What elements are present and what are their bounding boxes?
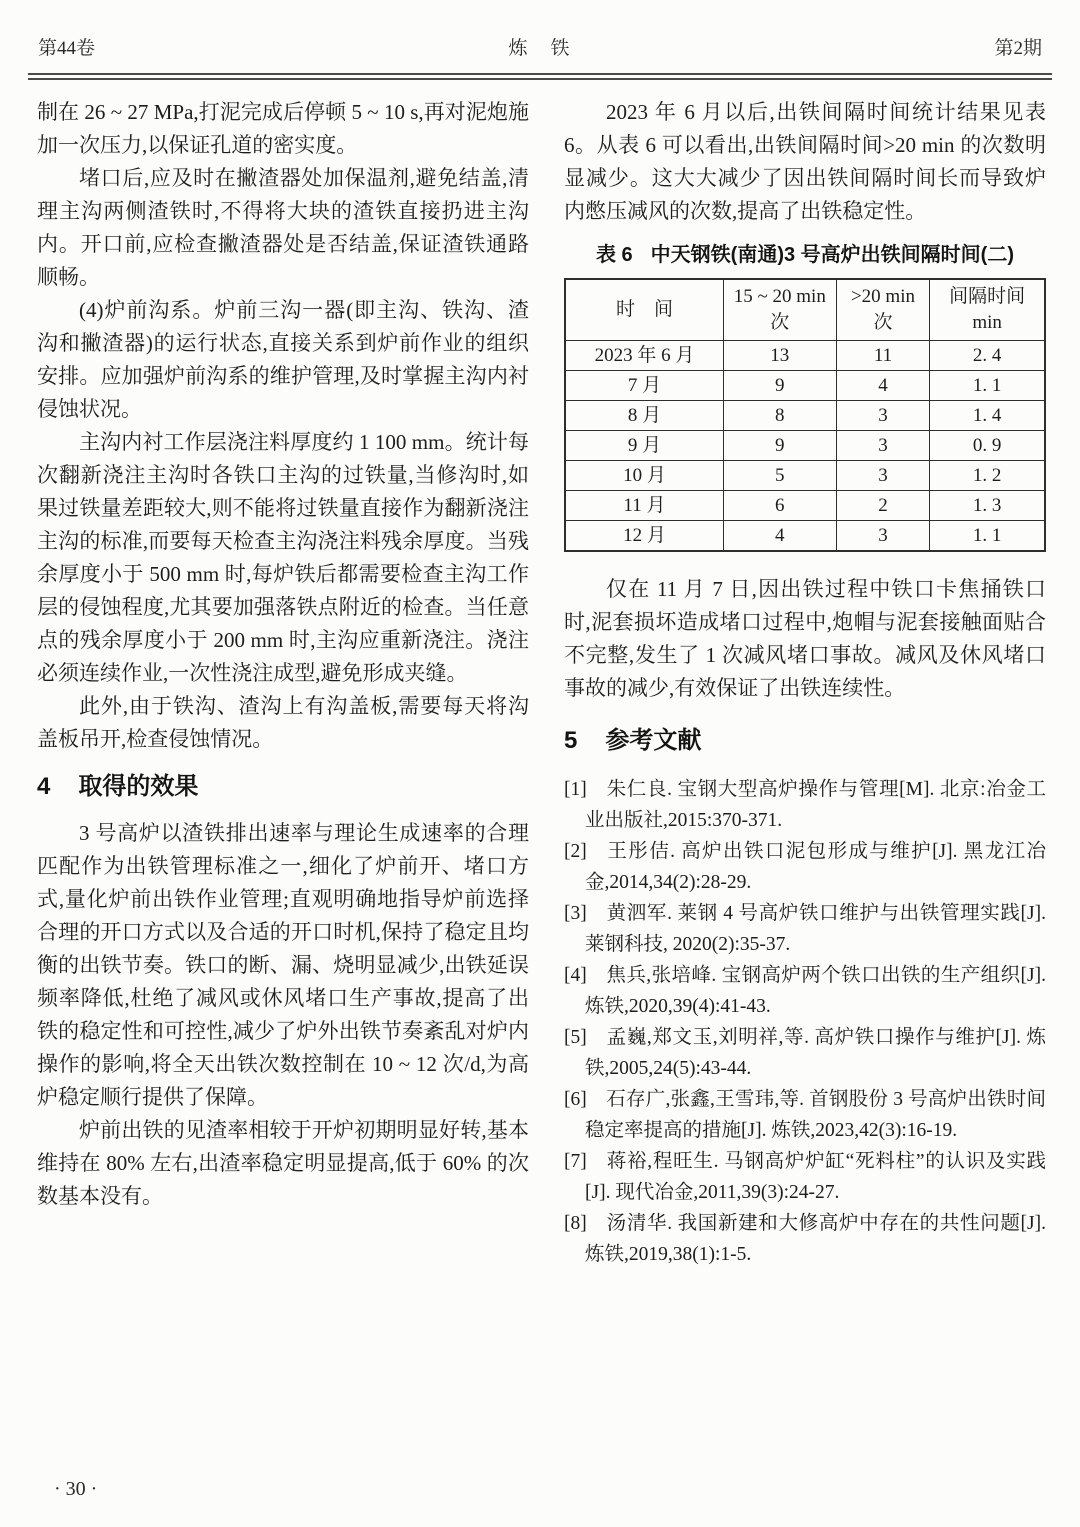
cell-interval: 2. 4 [930, 341, 1045, 371]
paragraph: 堵口后,应及时在撇渣器处加保温剂,避免结盖,清理主沟两侧渣铁时,不得将大块的渣铁直接扔进主沟内。开口前,应检查撇渣器处是否结盖,保证渣铁通路顺畅。 [37, 166, 529, 289]
reference-text: 黄泗军. 莱钢 4 号高炉铁口维护与出铁管理实践[J]. 莱钢科技, 2020(2):35-37. [585, 903, 1046, 955]
table-header-row [565, 279, 1045, 341]
cell-period: 10 月 [565, 461, 723, 491]
cell-count-gt20: 11 [836, 341, 930, 371]
cell-count-15-20: 9 [723, 371, 836, 401]
cell-count-gt20: 2 [836, 491, 930, 521]
header-15-20-unit: 次 [770, 312, 790, 333]
table-row [565, 461, 1045, 491]
table-row [565, 521, 1045, 552]
issue-label: 第2期 [994, 38, 1042, 59]
paragraph-continuation: 制在 26 ~ 27 MPa,打泥完成后停顿 5 ~ 10 s,再对泥炮施加一次压力,以保证孔道的密实度。 [37, 100, 529, 157]
paragraph: 炉前出铁的见渣率相较于开炉初期明显好转,基本维持在 80% 左右,出渣率稳定明显提高,低于 60% 的次数基本没有。 [37, 1118, 529, 1208]
cell-period: 2023 年 6 月 [565, 341, 723, 371]
reference-label: [6] [564, 1089, 587, 1110]
reference-list [564, 774, 1046, 1270]
cell-interval: 1. 1 [930, 371, 1045, 401]
reference-label: [5] [564, 1027, 587, 1048]
section-5-number: 5 [564, 727, 578, 754]
cell-period: 7 月 [565, 371, 723, 401]
cell-period: 11 月 [565, 491, 723, 521]
reference-text: 朱仁良. 宝钢大型高炉操作与管理[M]. 北京:冶金工业出版社,2015:370-371. [585, 779, 1046, 831]
cell-count-15-20: 8 [723, 401, 836, 431]
reference-label: [2] [564, 841, 587, 862]
reference-item [564, 1084, 1046, 1146]
table-row [565, 401, 1045, 431]
page-header [38, 33, 1042, 59]
cell-interval: 1. 2 [930, 461, 1045, 491]
section-5-title: 参考文献 [605, 727, 702, 754]
cell-interval: 1. 1 [930, 521, 1045, 552]
reference-text: 焦兵,张培峰. 宝钢高炉两个铁口出铁的生产组织[J]. 炼铁,2020,39(4):41-43. [585, 965, 1046, 1017]
reference-text: 汤清华. 我国新建和大修高炉中存在的共性问题[J]. 炼铁,2019,38(1):1-5. [585, 1213, 1046, 1265]
cell-count-gt20: 3 [836, 431, 930, 461]
interval-table [564, 278, 1046, 552]
reference-label: [3] [564, 903, 587, 924]
reference-item [564, 960, 1046, 1022]
header-gt20-unit: 次 [873, 312, 893, 333]
cell-count-gt20: 3 [836, 521, 930, 552]
reference-label: [7] [564, 1151, 587, 1172]
reference-item [564, 898, 1046, 960]
header-time-label: 时 间 [615, 299, 673, 320]
header-interval-label: 间隔时间 [949, 286, 1026, 307]
section-4-number: 4 [37, 773, 51, 800]
after-table-paragraph: 仅在 11 月 7 日,因出铁过程中铁口卡焦捅铁口时,泥套损坏造成堵口过程中,炮帽与泥套接触面贴合不完整,发生了 1 次减风堵口事故。减风及休风堵口事故的减少,有效保证了出铁连续性。 [564, 577, 1046, 700]
cell-period: 9 月 [565, 431, 723, 461]
cell-count-gt20: 4 [836, 371, 930, 401]
table-6-caption [564, 242, 1046, 269]
cell-count-15-20: 13 [723, 341, 836, 371]
header-interval-unit: min [972, 312, 1002, 333]
table-6-caption-label: 表 6 [595, 244, 633, 266]
reference-text: 蒋裕,程旺生. 马钢高炉炉缸“死料柱”的认识及实践[J]. 现代冶金,2011,39(3):24-27. [585, 1151, 1046, 1203]
cell-count-gt20: 3 [836, 401, 930, 431]
reference-item [564, 836, 1046, 898]
cell-count-15-20: 5 [723, 461, 836, 491]
paragraph: 3 号高炉以渣铁排出速率与理论生成速率的合理匹配作为出铁管理标准之一,细化了炉前开、堵口方式,量化炉前出铁作业管理;直观明确地指导炉前选择合理的开口方式以及合适的开口时机,保持了稳定且均衡的出铁节奏。铁口的断、漏、烧明显减少,出铁延误频率降低,杜绝了减风或休风堵口生产事故,提高了出铁的稳定性和可控性,减少了炉外出铁节奏紊乱对炉内操作的影响,将全天出铁次数控制在 10 ~ 12 次/d,为高炉稳定顺行提供了保障。 [37, 821, 529, 1109]
page-number: · 30 · [54, 1478, 98, 1500]
cell-count-gt20: 3 [836, 461, 930, 491]
header-cell-interval [930, 279, 1045, 341]
journal-title: 炼 铁 [508, 38, 572, 59]
paragraph: (4)炉前沟系。炉前三沟一器(即主沟、铁沟、渣沟和撇渣器)的运行状态,直接关系到炉前作业的组织安排。应加强炉前沟系的维护管理,及时掌握主沟内衬侵蚀状况。 [37, 298, 529, 421]
paragraph: 此外,由于铁沟、渣沟上有沟盖板,需要每天将沟盖板吊开,检查侵蚀情况。 [37, 694, 529, 751]
section-5-heading [564, 725, 1046, 757]
left-column [37, 96, 529, 1213]
header-gt20-range: >20 min [850, 286, 915, 307]
reference-item [564, 1022, 1046, 1084]
table-row [565, 431, 1045, 461]
reference-text: 孟巍,郑文玉,刘明祥,等. 高炉铁口操作与维护[J]. 炼铁,2005,24(5):43-44. [585, 1027, 1046, 1079]
volume-label: 第44卷 [38, 38, 96, 59]
cell-count-15-20: 6 [723, 491, 836, 521]
header-15-20-range: 15 ~ 20 min [733, 286, 826, 307]
reference-text: 王彤佶. 高炉出铁口泥包形成与维护[J]. 黑龙江冶金,2014,34(2):28-29. [585, 841, 1046, 893]
cell-period: 12 月 [565, 521, 723, 552]
reference-item [564, 1146, 1046, 1208]
cell-count-15-20: 9 [723, 431, 836, 461]
header-cell-time [565, 279, 723, 341]
table-row [565, 491, 1045, 521]
header-cell-gt20min [836, 279, 930, 341]
table-6-caption-title: 中天钢铁(南通)3 号高炉出铁间隔时间(二) [650, 244, 1014, 266]
cell-interval: 0. 9 [930, 431, 1045, 461]
cell-period: 8 月 [565, 401, 723, 431]
reference-label: [1] [564, 779, 587, 800]
table-row [565, 341, 1045, 371]
reference-item [564, 774, 1046, 836]
cell-interval: 1. 4 [930, 401, 1045, 431]
section-4-title: 取得的效果 [78, 773, 199, 800]
section-4-heading [37, 771, 529, 803]
reference-label: [4] [564, 965, 587, 986]
table-row [565, 371, 1045, 401]
intro-paragraph: 2023 年 6 月以后,出铁间隔时间统计结果见表 6。从表 6 可以看出,出铁间隔时间>20 min 的次数明显减少。这大大减少了因出铁间隔时间长而导致炉内憋压减风的次数,提高了出铁稳定性。 [564, 100, 1046, 223]
reference-text: 石存广,张鑫,王雪玮,等. 首钢股份 3 号高炉出铁时间稳定率提高的措施[J]. 炼铁,2023,42(3):16-19. [585, 1089, 1046, 1141]
header-cell-15-20min [723, 279, 836, 341]
reference-label: [8] [564, 1213, 587, 1234]
reference-item [564, 1208, 1046, 1270]
right-column [564, 96, 1046, 1270]
paragraph: 主沟内衬工作层浇注料厚度约 1 100 mm。统计每次翻新浇注主沟时各铁口主沟的过铁量,当修沟时,如果过铁量差距较大,则不能将过铁量直接作为翻新浇注主沟的标准,而要每天检查主沟浇注料残余厚度。当残余厚度小于 500 mm 时,每炉铁后都需要检查主沟工作层的侵蚀程度,尤其要加强落铁点附近的检查。当任意点的残余厚度小于 200 mm 时,主沟应重新浇注。浇注必须连续作业,一次性浇注成型,避免形成夹缝。 [37, 430, 529, 685]
cell-interval: 1. 3 [930, 491, 1045, 521]
cell-count-15-20: 4 [723, 521, 836, 552]
header-double-rule [28, 73, 1052, 80]
